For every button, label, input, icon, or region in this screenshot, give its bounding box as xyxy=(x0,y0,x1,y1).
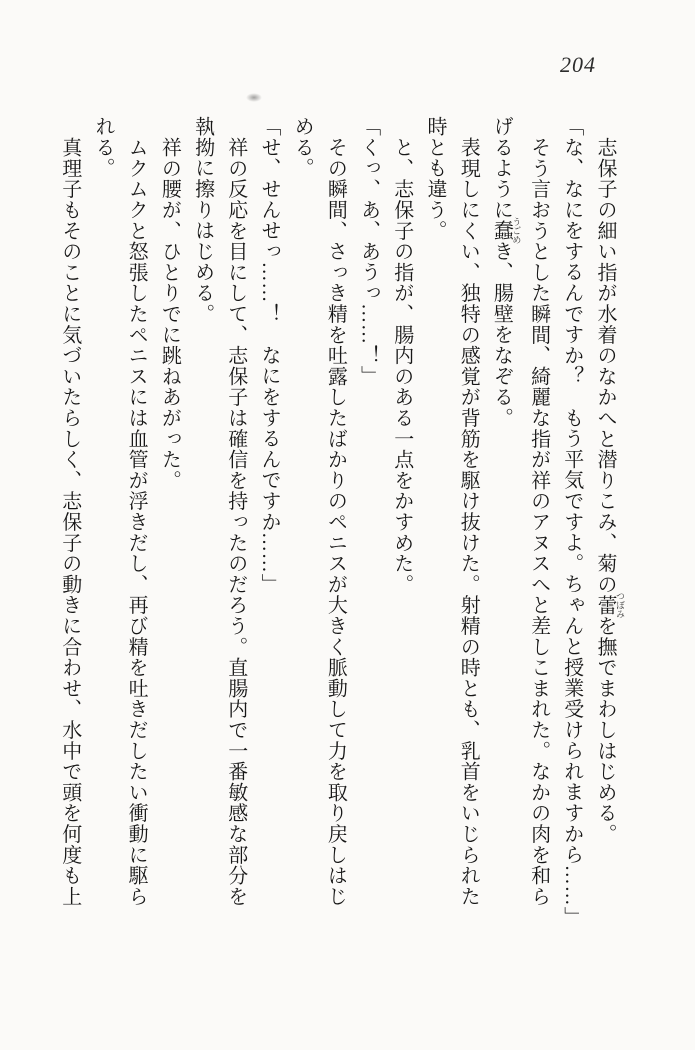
text-line: 時とも違う。 xyxy=(423,116,446,241)
page-number: 204 xyxy=(560,52,596,77)
ruby-annotated-text: 蠢 うごめ xyxy=(490,216,522,244)
text-line: める。 xyxy=(291,116,314,179)
text-line: れる。 xyxy=(91,116,114,179)
text-line: 表現しにくい、独特の感覚が背筋を駆け抜けた。射精の時とも、乳首をいじられた xyxy=(457,137,480,907)
text-line: ムクムクと怒張したペニスには血管が浮きだし、再び精を吐きだしたい衝動に駆ら xyxy=(125,137,148,907)
scan-smudge xyxy=(246,93,262,102)
text-line: 祥の反応を目にして、志保子は確信を持ったのだろう。直腸内で一番敏感な部分を xyxy=(224,137,247,907)
text-line: 「くっ、あ、あうっ……！」 xyxy=(357,116,380,387)
ruby-annotated-text: 蕾 つぼみ xyxy=(594,591,625,619)
text-line: その瞬間、さっき精を吐露したばかりのペニスが大きく脈動して力を取り戻しはじ xyxy=(324,137,347,907)
text-line: げるように蠢 うごめき、腸壁をなぞる。 xyxy=(490,116,522,429)
text-line: そう言おうとした瞬間、綺麗な指が祥のアヌスへと差しこまれた。なかの肉を和ら xyxy=(527,137,550,907)
text-line: と、志保子の指が、腸内のある一点をかすめた。 xyxy=(390,137,413,595)
text-line: 「せ、せんせっ……！ なにをするんですか……」 xyxy=(257,116,280,595)
text-line: 真理子もそのことに気づいたらしく、志保子の動きに合わせ、水中で頭を何度も上 xyxy=(58,137,81,907)
text-line: 祥の腰が、ひとりでに跳ねあがった。 xyxy=(158,137,181,491)
text-line: 志保子の細い指が水着のなかへと潜りこみ、菊の蕾 つぼみを撫でまわしはじめる。 xyxy=(594,137,625,845)
text-line: 執拗に擦りはじめる。 xyxy=(191,116,214,324)
text-line: 「な、なにをするんですか？ もう平気ですよ。ちゃんと授業受けられますから……」 xyxy=(560,116,583,928)
text-column-block xyxy=(53,116,625,976)
